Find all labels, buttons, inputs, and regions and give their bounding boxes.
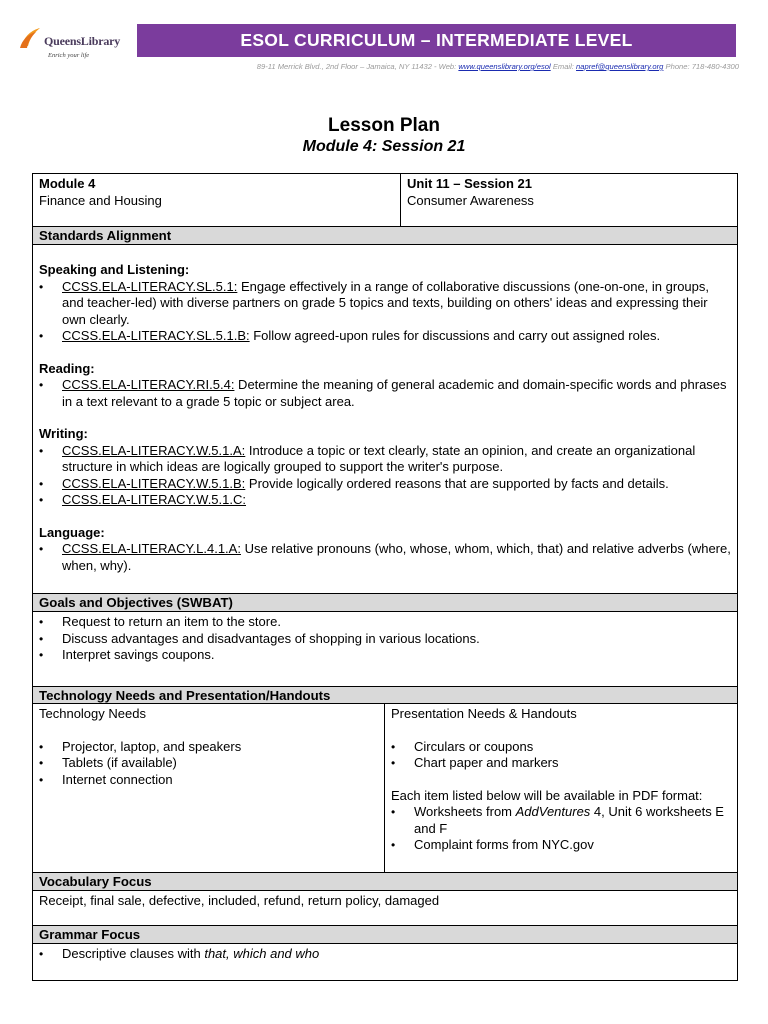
module-value: Finance and Housing [39,192,162,208]
grammar-heading: Grammar Focus [33,926,737,944]
queens-library-logo [18,22,128,66]
list-item: • CCSS.ELA-LITERACY.W.5.1.B: Provide logically ordered reasons that are supported by facts and details. [39,476,731,493]
list-item: • Complaint forms from NYC.gov [391,837,731,854]
technology-heading: Technology Needs and Presentation/Handouts [33,687,737,704]
speaking-heading: Speaking and Listening: [39,262,190,277]
list-item: • CCSS.ELA-LITERACY.W.5.1.C: [39,492,731,509]
writing-heading: Writing: [39,426,88,441]
unit-value: Consumer Awareness [407,192,534,208]
list-item: • Internet connection [39,772,378,789]
website-link[interactable]: www.queenslibrary.org/esol [458,62,551,71]
email-label: Email: [552,62,574,71]
unit-label: Unit 11 – Session 21 [407,176,533,191]
pdf-list [391,804,731,854]
technology-needs-list [39,739,378,789]
module-unit-row [33,174,737,227]
list-item: • Chart paper and markers [391,755,731,772]
list-item: • Interpret savings coupons. [39,647,731,664]
vocabulary-body: Receipt, final sale, defective, included, refund, return policy, damaged [33,891,737,926]
goals-body [33,612,737,687]
technology-needs-label: Technology Needs [39,706,146,721]
goals-list [39,614,731,664]
presentation-needs-list [391,739,731,772]
logo-name: QueensLibrary [44,34,121,48]
email-link[interactable]: napref@queenslibrary.org [576,62,664,71]
technology-needs-cell [33,704,385,872]
technology-body [33,704,737,873]
grammar-body [33,944,737,980]
vocabulary-heading: Vocabulary Focus [33,873,737,891]
curriculum-banner: ESOL CURRICULUM – INTERMEDIATE LEVEL [137,24,736,57]
reading-list [39,377,731,410]
speaking-list [39,279,731,345]
module-cell [33,174,401,226]
language-list [39,541,731,574]
presentation-needs-label: Presentation Needs & Handouts [391,706,577,721]
reading-heading: Reading: [39,360,95,376]
book-flame-icon [18,24,44,50]
list-item: • CCSS.ELA-LITERACY.L.4.1.A: Use relative pronouns (who, whose, whom, which, that) and relative adverbs (where, when, why). [39,541,731,574]
contact-line [100,62,739,71]
list-item: • CCSS.ELA-LITERACY.W.5.1.A: Introduce a topic or text clearly, state an opinion, and create an organizational structure in which ideas are logically grouped to support the writer's purpose. [39,443,731,476]
lesson-plan-table [32,173,738,981]
list-item: • Circulars or coupons [391,739,731,756]
page-subtitle: Module 4: Session 21 [302,138,466,155]
unit-cell [401,174,737,226]
standards-body [33,245,737,594]
list-item: • CCSS.ELA-LITERACY.RI.5.4: Determine the meaning of general academic and domain-specific words and phrases in a text relevant to a grade 5 topic or subject area. [39,377,731,410]
list-item: • Tablets (if available) [39,755,378,772]
presentation-needs-cell [385,704,737,872]
address-text: 89-11 Merrick Blvd., 2nd Floor – Jamaica, NY 11432 - Web: [256,62,457,71]
phone-text: Phone: 718-480-4300 [665,62,739,71]
standards-heading: Standards Alignment [33,227,737,245]
writing-list [39,443,731,509]
list-item: • Descriptive clauses with that, which and who [39,946,731,963]
grammar-list [39,946,731,963]
list-item: • Discuss advantages and disadvantages of shopping in various locations. [39,631,731,648]
list-item: • Projector, laptop, and speakers [39,739,378,756]
language-heading: Language: [39,524,105,540]
list-item: • CCSS.ELA-LITERACY.SL.5.1.B: Follow agreed-upon rules for discussions and carry out assigned roles. [39,328,731,345]
list-item: • Worksheets from AddVentures 4, Unit 6 worksheets E and F [391,804,731,837]
module-label: Module 4 [39,176,96,191]
list-item: • Request to return an item to the store. [39,614,731,631]
page-title: Lesson Plan [328,115,440,136]
logo-tagline: Enrich your life [48,52,90,59]
list-item: • CCSS.ELA-LITERACY.SL.5.1: Engage effectively in a range of collaborative discussions (one-on-one, in groups, and teacher-led) with diverse partners on grade 5 topics and texts, building on others' ideas and expressing their own clearly. [39,279,731,329]
goals-heading: Goals and Objectives (SWBAT) [33,594,737,612]
pdf-note: Each item listed below will be available in PDF format: [391,787,703,803]
